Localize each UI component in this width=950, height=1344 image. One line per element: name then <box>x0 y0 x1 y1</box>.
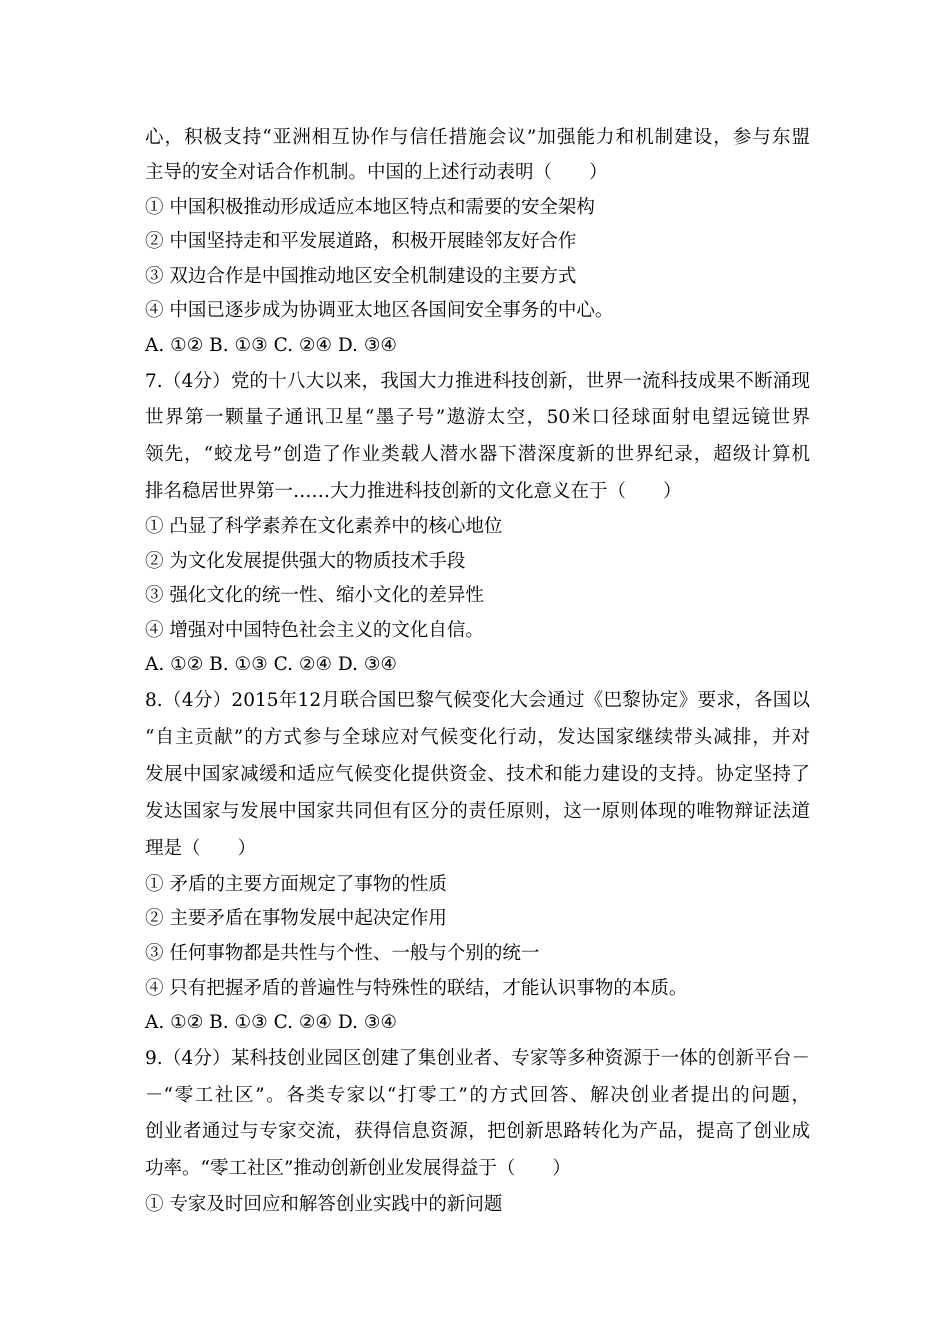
option-line: ① 专家及时回应和解答创业实践中的新问题 <box>145 1194 503 1215</box>
answer-choices: A. ①② B. ①③ C. ②④ D. ③④ <box>145 654 397 675</box>
text-line: 发达国家与发展中国家共同但有区分的责任原则，这一原则体现的唯物辩证法道 <box>145 801 810 822</box>
option-line: ① 凸显了科学素养在文化素养中的核心地位 <box>145 516 503 537</box>
text-line: 功率。“零工社区”推动创新创业发展得益于（ ） <box>145 1158 571 1179</box>
text-line: 创业者通过与专家交流，获得信息资源，把创新思路转化为产品，提高了创业成 <box>145 1121 810 1142</box>
text-line: “自主贡献”的方式参与全球应对气候变化行动，发达国家继续带头减排，并对 <box>145 727 810 748</box>
option-line: ③ 双边合作是中国推动地区安全机制建设的主要方式 <box>145 266 577 287</box>
question-7: 7.（4分）党的十八大以来，我国大力推进科技创新，世界一流科技成果不断涌现 <box>145 371 810 392</box>
option-line: ② 主要矛盾在事物发展中起决定作用 <box>145 908 447 929</box>
option-line: ③ 任何事物都是共性与个性、一般与个别的统一 <box>145 943 540 964</box>
option-line: ② 为文化发展提供强大的物质技术手段 <box>145 551 466 572</box>
text-line: 理是（ ） <box>145 838 257 859</box>
question-9: 9.（4分）某科技创业园区创建了集创业者、专家等多种资源于一体的创新平台－ <box>145 1048 810 1069</box>
text-line: －“零工社区”。各类专家以“打零工”的方式回答、解决创业者提出的问题， <box>145 1085 810 1106</box>
answer-choices: A. ①② B. ①③ C. ②④ D. ③④ <box>145 335 397 356</box>
text-line: 心，积极支持“亚洲相互协作与信任措施会议”加强能力和机制建设，参与东盟 <box>145 127 810 148</box>
question-8: 8.（4分）2015年12月联合国巴黎气候变化大会通过《巴黎协定》要求，各国以 <box>145 690 810 711</box>
text-line: 世界第一颗量子通讯卫星“墨子号”遨游太空，50米口径球面射电望远镜世界 <box>145 407 810 428</box>
option-line: ④ 增强对中国特色社会主义的文化自信。 <box>145 620 484 641</box>
text-line: 主导的安全对话合作机制。中国的上述行动表明（ ） <box>145 162 608 183</box>
option-line: ① 矛盾的主要方面规定了事物的性质 <box>145 874 447 895</box>
option-line: ③ 强化文化的统一性、缩小文化的差异性 <box>145 585 484 606</box>
text-line: 领先，“蛟龙号”创造了作业类载人潜水器下潜深度新的世界纪录，超级计算机 <box>145 444 810 465</box>
option-line: ① 中国积极推动形成适应本地区特点和需要的安全架构 <box>145 197 595 218</box>
option-line: ④ 只有把握矛盾的普遍性与特殊性的联结，才能认识事物的本质。 <box>145 978 688 999</box>
option-line: ④ 中国已逐步成为协调亚太地区各国间安全事务的中心。 <box>145 300 614 321</box>
text-line: 排名稳居世界第一……大力推进科技创新的文化意义在于（ ） <box>145 481 682 502</box>
answer-choices: A. ①② B. ①③ C. ②④ D. ③④ <box>145 1012 397 1033</box>
text-line: 发展中国家减缓和适应气候变化提供资金、技术和能力建设的支持。协定坚持了 <box>145 764 810 785</box>
option-line: ② 中国坚持走和平发展道路，积极开展睦邻友好合作 <box>145 231 577 252</box>
